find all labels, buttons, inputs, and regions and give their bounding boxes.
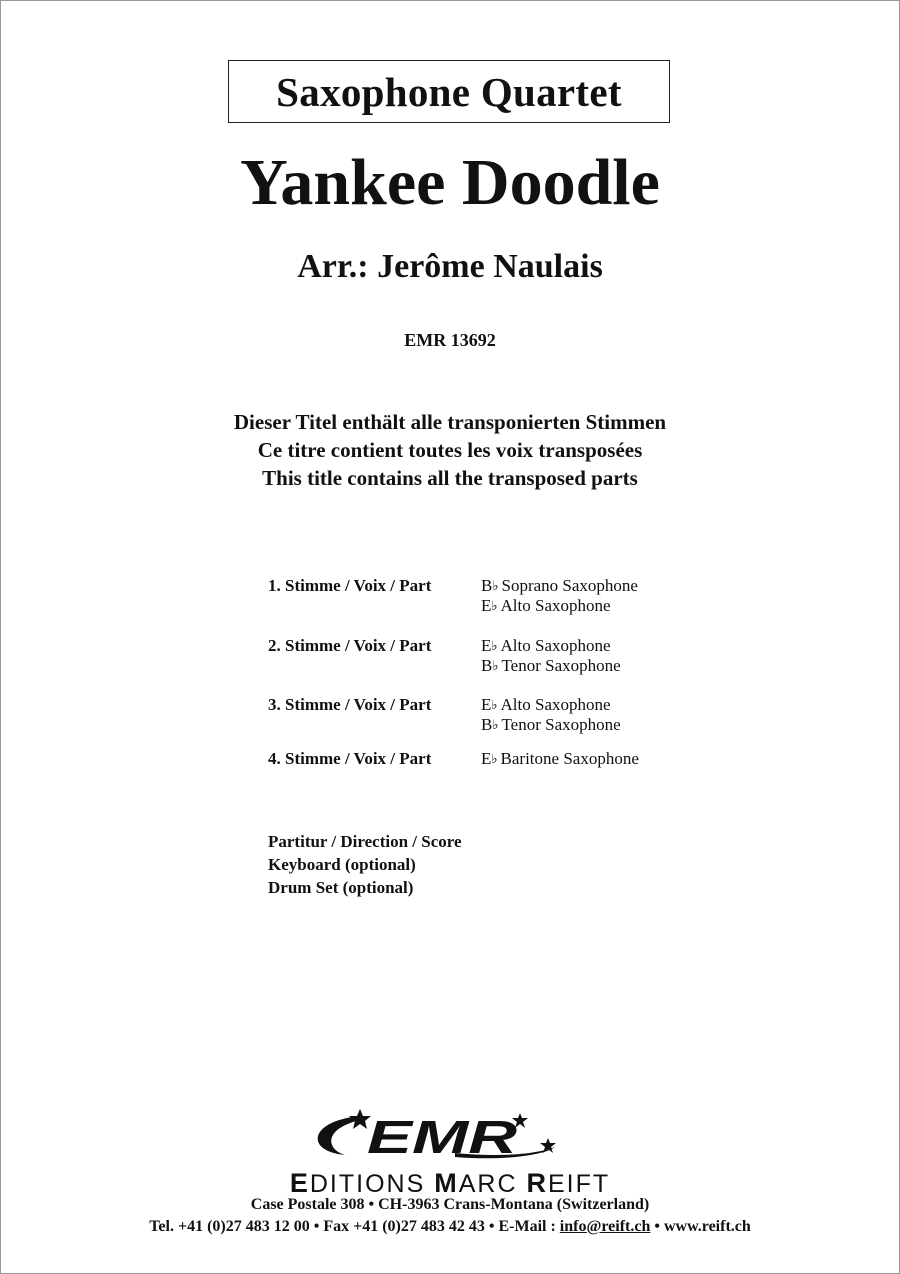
publisher-name: EDITIONS MARC REIFT	[289, 1168, 611, 1198]
ensemble-label: Saxophone Quartet	[276, 68, 622, 115]
instrument-line: B♭ Soprano Saxophone	[481, 576, 638, 595]
part-label: 2. Stimme / Voix / Part	[268, 636, 432, 655]
catalog-number: EMR 13692	[404, 330, 496, 350]
ensemble-box	[228, 60, 670, 123]
flat-symbol: ♭	[492, 717, 499, 732]
instrument-line: E♭ Baritone Saxophone	[481, 749, 639, 768]
instrument-line: E♭ Alto Saxophone	[481, 695, 611, 714]
logo-text: EMR	[367, 1111, 517, 1163]
part-instruments	[481, 576, 638, 616]
note-french: Ce titre contient toutes les voix transposées	[257, 438, 643, 462]
flat-symbol: ♭	[491, 598, 498, 613]
instrument-line: B♭ Tenor Saxophone	[481, 656, 621, 675]
part-label: 4. Stimme / Voix / Part	[268, 749, 432, 768]
flat-symbol: ♭	[491, 638, 498, 653]
extra-drums: Drum Set (optional)	[268, 878, 414, 897]
extra-score: Partitur / Direction / Score	[268, 832, 462, 851]
part-instruments	[481, 636, 621, 676]
website: • www.reift.ch	[650, 1218, 751, 1235]
instrument-line: B♭ Tenor Saxophone	[481, 715, 621, 734]
flat-symbol: ♭	[492, 578, 499, 593]
note-german: Dieser Titel enthält alle transponierten Stimmen	[233, 410, 667, 434]
flat-symbol: ♭	[491, 697, 498, 712]
flat-symbol: ♭	[491, 751, 498, 766]
extra-keyboard: Keyboard (optional)	[268, 855, 416, 874]
transposition-notes	[0, 408, 900, 492]
extras-list	[268, 830, 462, 899]
publisher-contact	[0, 1218, 900, 1236]
instrument-line: E♭ Alto Saxophone	[481, 636, 611, 655]
part-label: 3. Stimme / Voix / Part	[268, 695, 432, 714]
instrument-line: E♭ Alto Saxophone	[481, 596, 611, 615]
part-label: 1. Stimme / Voix / Part	[268, 576, 432, 595]
contact-phone-fax: Tel. +41 (0)27 483 12 00 • Fax +41 (0)27 483 42 43 • E-Mail :	[149, 1218, 560, 1235]
part-instruments	[481, 749, 639, 769]
email-link[interactable]: info@reift.ch	[559, 1218, 651, 1235]
publisher-address: Case Postale 308 • CH-3963 Crans-Montana (Switzerland)	[250, 1196, 650, 1213]
part-instruments	[481, 695, 621, 735]
piece-title: Yankee Doodle	[240, 146, 660, 219]
note-english: This title contains all the transposed parts	[262, 466, 638, 490]
arranger: Arr.: Jerôme Naulais	[297, 248, 603, 285]
emr-logo	[305, 1105, 565, 1165]
flat-symbol: ♭	[492, 658, 499, 673]
